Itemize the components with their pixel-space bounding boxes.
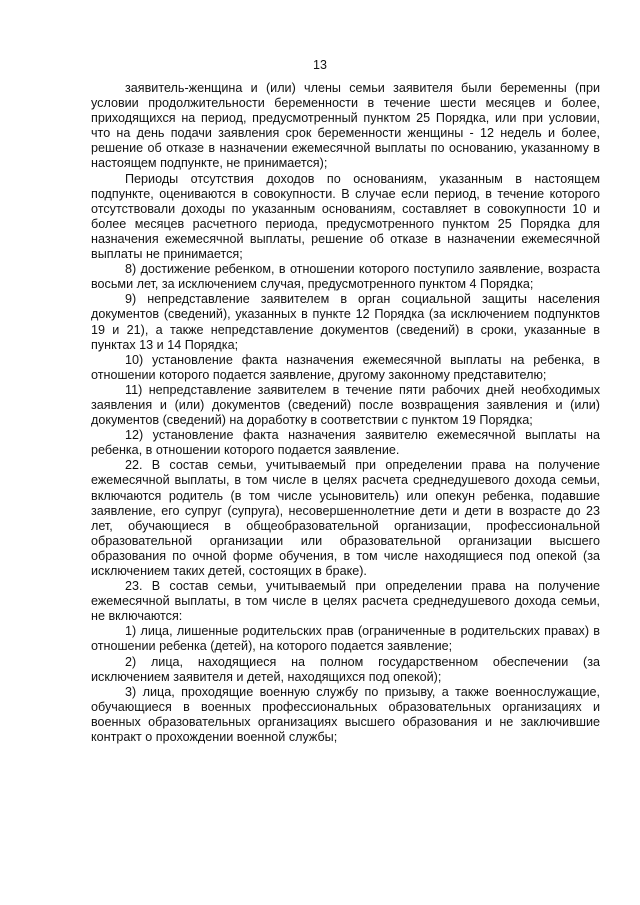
paragraph-section-23-item-2: 2) лица, находящиеся на полном государственном обеспечении (за исключением заявителя и детей, находящихся под опекой);: [91, 654, 600, 684]
paragraph-section-23-item-3: 3) лица, проходящие военную службу по призыву, а также военнослужащие, обучающиеся в военных профессиональных образовательных организациях и военных образовательных организациях высшего образования и не заключившие контракт о прохождении военной службы;: [91, 684, 600, 745]
paragraph-item-8: 8) достижение ребенком, в отношении которого поступило заявление, возраста восьми лет, за исключением случая, предусмотренного пунктом 4 Порядка;: [91, 262, 600, 292]
paragraph-section-23-item-1: 1) лица, лишенные родительских прав (ограниченные в родительских правах) в отношении ребенка (детей), на которого подается заявление;: [91, 624, 600, 654]
paragraph-item-10: 10) установление факта назначения ежемесячной выплаты на ребенка, в отношении которого подается заявление, другому законному представителю;: [91, 352, 600, 382]
paragraph-item-9: 9) непредставление заявителем в орган социальной защиты населения документов (сведений), указанных в пункте 12 Порядка (за исключением подпунктов 19 и 21), а также непредставление документов (сведений) в сроки, указанные в пунктах 13 и 14 Порядка;: [91, 292, 600, 352]
page-number: 13: [313, 58, 327, 72]
paragraph-section-22: 22. В состав семьи, учитываемый при определении права на получение ежемесячной выплаты, в том числе в целях расчета среднедушевого дохода семьи, включаются родитель (в том числе усыновитель) или опекун ребенка, подавшие заявление, его супруг (супруга), несовершеннолетние дети и дети в возрасте до 23 лет, обучающиеся в общеобразовательной организации, профессиональной образовательной организации или образовательной организации высшего образования по очной форме обучения, в том числе находящиеся под опекой (за исключением таких детей, состоящих в браке).: [91, 458, 600, 578]
document-body: [91, 81, 600, 745]
paragraph-section-23: 23. В состав семьи, учитываемый при определении права на получение ежемесячной выплаты, в том числе в целях расчета среднедушевого дохода семьи, не включаются:: [91, 579, 600, 624]
paragraph-continuation-pregnancy: заявитель-женщина и (или) члены семьи заявителя были беременны (при условии продолжительности беременности в течение шести месяцев и более, приходящихся на период, предусмотренный пунктом 25 Порядка, или при условии, что на день подачи заявления срок беременности женщины - 12 недель и более, решение об отказе в назначении ежемесячной выплаты по основанию, указанному в настоящем подпункте, не принимается);: [91, 81, 600, 171]
paragraph-income-absence-periods: Периоды отсутствия доходов по основаниям, указанным в настоящем подпункте, оцениваются в совокупности. В случае если период, в течение которого отсутствовали доходы по указанным основаниям, составляет в совокупности 10 и более месяцев расчетного периода, предусмотренного пунктом 25 Порядка для назначения ежемесячной выплаты, решение об отказе в назначении ежемесячной выплаты не принимается;: [91, 171, 600, 262]
paragraph-item-11: 11) непредставление заявителем в течение пяти рабочих дней необходимых заявления и (или) документов (сведений) после возвращения заявления и (или) документов (сведений) на доработку в соответствии с пунктом 19 Порядка;: [91, 382, 600, 428]
paragraph-item-12: 12) установление факта назначения заявителю ежемесячной выплаты на ребенка, в отношении которого подается заявление.: [91, 428, 600, 458]
